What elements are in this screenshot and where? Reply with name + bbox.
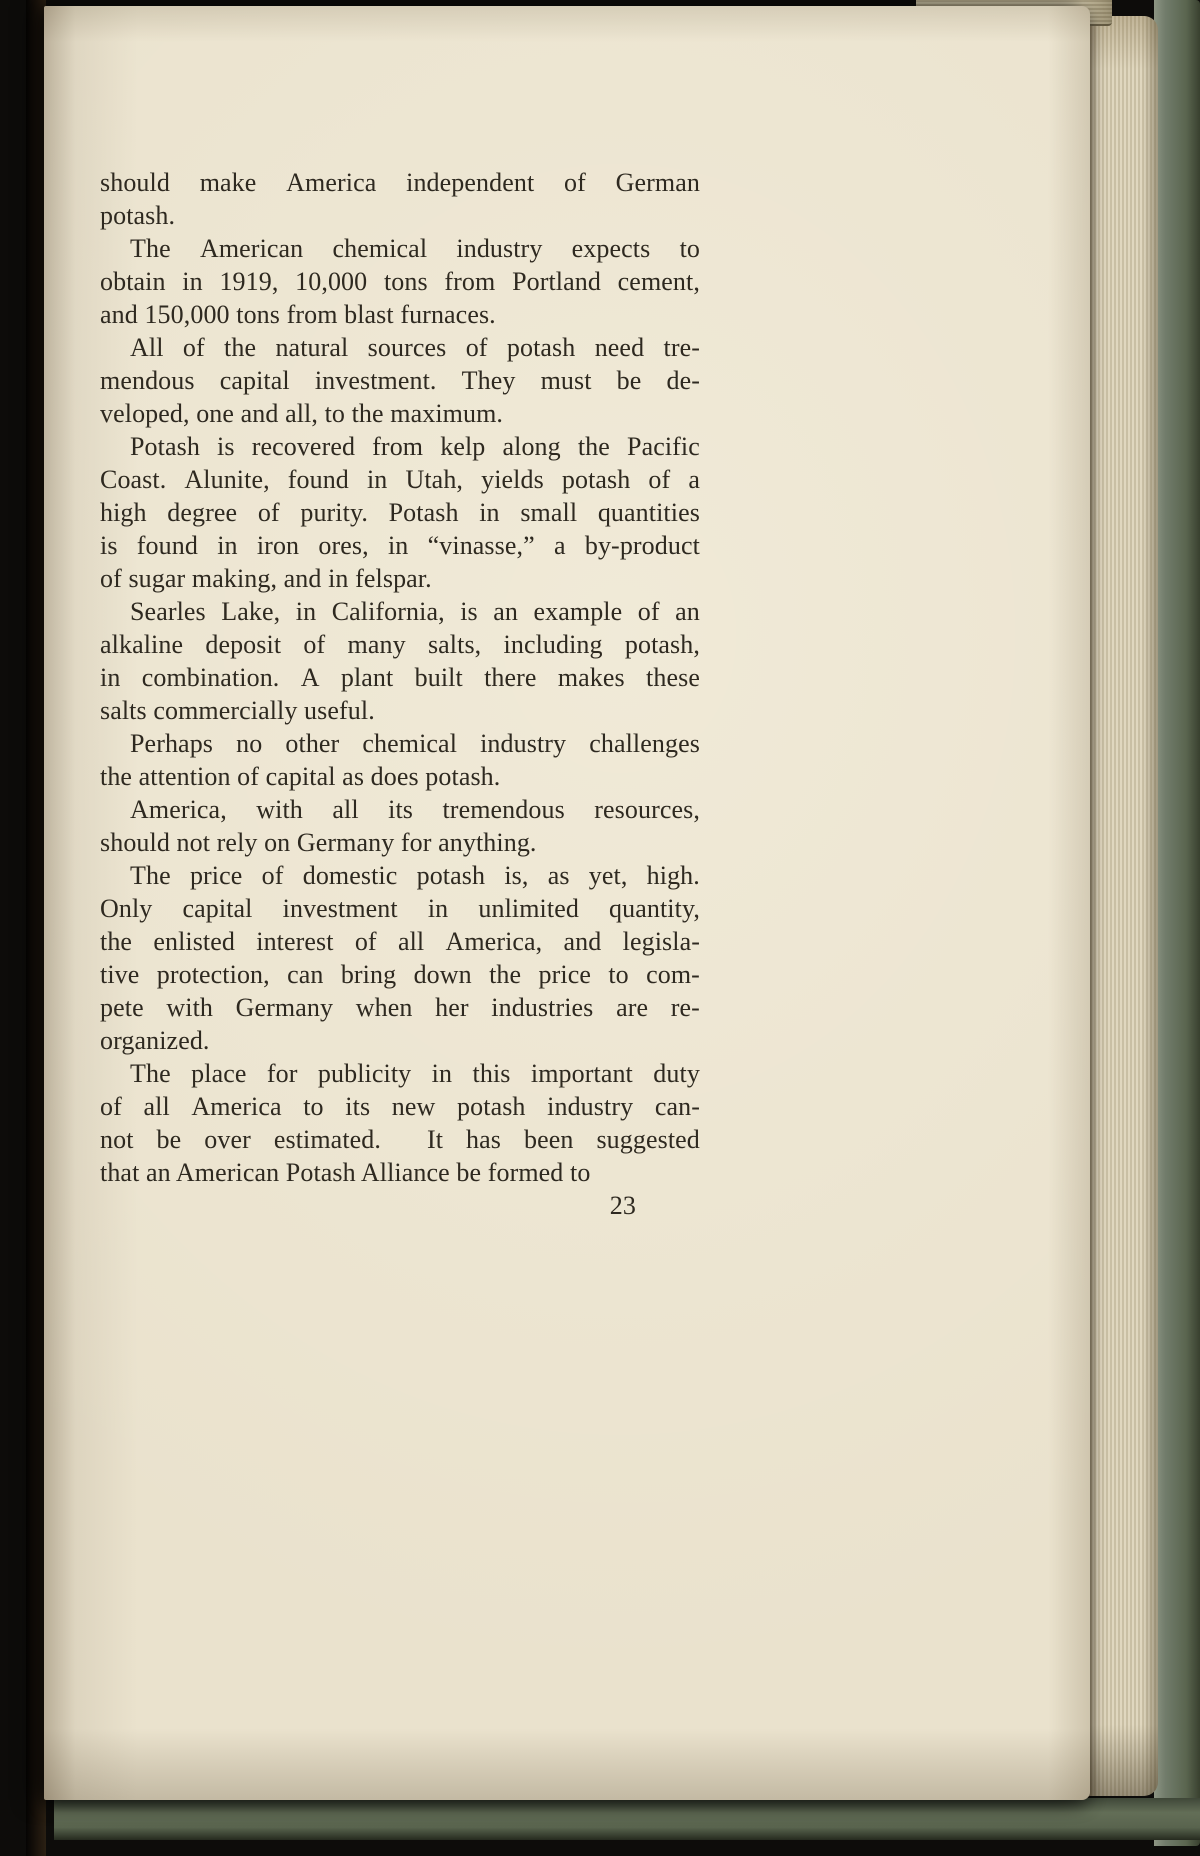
text-line: of sugar making, and in felspar. — [100, 564, 432, 593]
text-line: that an American Potash Alliance be formed to — [100, 1158, 591, 1187]
text-line: America, with all its tremendous resources, — [130, 795, 700, 824]
text-line: Perhaps no other chemical industry challenges — [130, 729, 700, 758]
text-line: high degree of purity. Potash in small quantities — [100, 498, 700, 527]
text-line: in combination. A plant built there makes these — [100, 663, 700, 692]
text-line: Searles Lake, in California, is an example of an — [130, 597, 700, 626]
text-line: The place for publicity in this important duty — [130, 1059, 700, 1088]
text-line: of all America to its new potash industry can- — [100, 1092, 700, 1121]
text-line: the attention of capital as does potash. — [100, 762, 501, 791]
text-line: potash. — [100, 201, 176, 230]
text-line: veloped, one and all, to the maximum. — [100, 399, 503, 428]
page-fore-edge — [1088, 16, 1158, 1796]
text-line: pete with Germany when her industries are re- — [100, 993, 700, 1022]
text-line: mendous capital investment. They must be de- — [100, 366, 700, 395]
text-line: alkaline deposit of many salts, including potash, — [100, 630, 700, 659]
text-line: salts commercially useful. — [100, 696, 375, 725]
text-line: is found in iron ores, in “vinasse,” a by-product — [100, 531, 700, 560]
book-page — [44, 6, 1090, 1800]
text-line: obtain in 1919, 10,000 tons from Portland cement, — [100, 267, 700, 296]
text-line: organized. — [100, 1026, 210, 1055]
text-line: All of the natural sources of potash need tre- — [130, 333, 700, 362]
text-line: should not rely on Germany for anything. — [100, 828, 537, 857]
text-line: The American chemical industry expects to — [130, 234, 700, 263]
book-cover-right-edge — [1154, 0, 1200, 1846]
page-text — [100, 166, 700, 1222]
text-line: and 150,000 tons from blast furnaces. — [100, 300, 496, 329]
text-line: Potash is recovered from kelp along the Pacific — [130, 432, 700, 461]
text-line: should make America independent of German — [100, 168, 700, 197]
text-line: Only capital investment in unlimited quantity, — [100, 894, 700, 923]
page-number: 23 — [609, 1191, 636, 1220]
text-line: the enlisted interest of all America, and legisla- — [100, 927, 700, 956]
text-line: not be over estimated. It has been suggested — [100, 1125, 700, 1154]
text-line: Coast. Alunite, found in Utah, yields potash of a — [100, 465, 700, 494]
binding-gutter — [26, 0, 46, 1856]
text-line: The price of domestic potash is, as yet, high. — [130, 861, 700, 890]
text-line: tive protection, can bring down the price to com- — [100, 960, 700, 989]
book-cover-bottom-edge — [54, 1798, 1200, 1840]
